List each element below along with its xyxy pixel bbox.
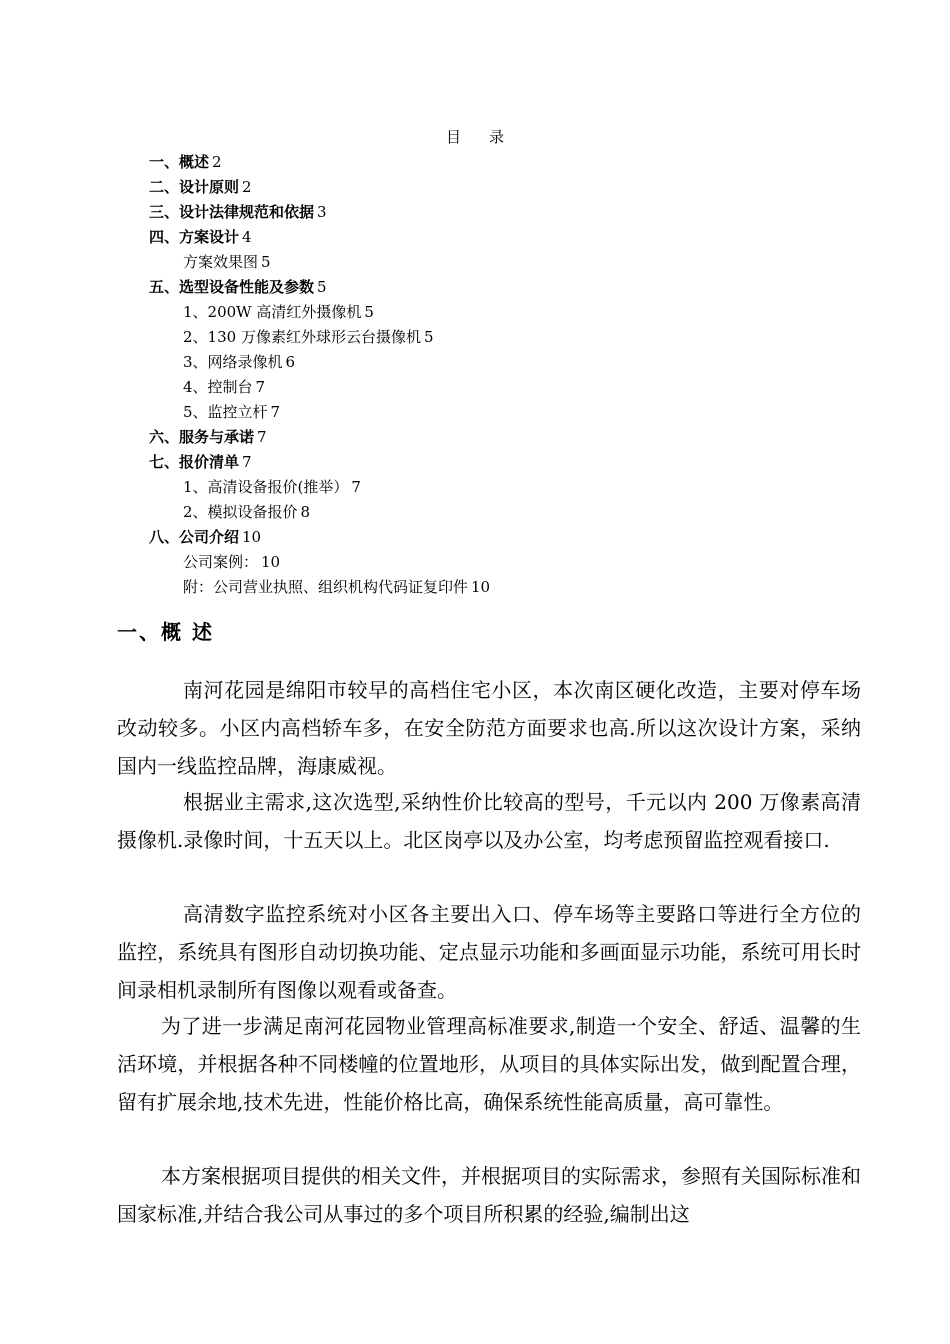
body-paragraph: 为了进一步满足南河花园物业管理高标准要求,制造一个安全、舒适、温馨的生活环境，并根据各种不同楼幢的位置地形，从项目的具体实际出发，做到配置合理，留有扩展余地,技术先进，性能价格比高，确保系统性能高质量，高可靠性。 (117, 1014, 861, 1114)
toc-item-label: 1、高清设备报价(推举） (183, 478, 349, 496)
toc-item-page: 6 (285, 353, 296, 371)
toc-item-page: 7 (351, 478, 361, 496)
toc-item-page: 7 (255, 378, 266, 396)
toc-item[interactable] (149, 425, 267, 450)
body-paragraph: 高清数字监控系统对小区各主要出入口、停车场等主要路口等进行全方位的监控，系统具有图形自动切换功能、定点显示功能和多画面显示功能，系统可用长时间录相机录制所有图像以观看或备查。 (117, 902, 861, 1002)
toc-item-page: 8 (300, 503, 311, 521)
toc-subitem[interactable] (183, 550, 280, 575)
toc-subitem[interactable] (183, 300, 374, 325)
toc-item-label: 一、概述 (149, 153, 210, 171)
toc-item-label: 公司案例： (183, 553, 259, 571)
toc-item-label: 八、公司介绍 (149, 528, 240, 546)
toc-item[interactable] (149, 525, 261, 550)
body-paragraph: 南河花园是绵阳市较早的高档住宅小区，本次南区硬化改造，主要对停车场改动较多。小区内高档轿车多，在安全防范方面要求也高.所以这次设计方案，采纳国内一线监控品牌，海康威视。 (117, 678, 861, 778)
toc-item-label: 5、监控立杆 (183, 403, 268, 421)
toc-item-page: 2 (212, 153, 222, 171)
toc-item-label: 4、控制台 (183, 378, 253, 396)
toc-item[interactable] (149, 225, 252, 250)
toc-title-char-2: 录 (489, 128, 505, 146)
toc-subitem[interactable] (183, 350, 295, 375)
toc-item-label: 六、服务与承诺 (149, 428, 255, 446)
toc-item-page: 5 (317, 278, 327, 296)
toc-item-page: 7 (257, 428, 267, 446)
toc-item-page: 10 (261, 553, 281, 571)
toc-title (0, 126, 950, 147)
toc-item[interactable] (149, 200, 327, 225)
toc-item-page: 2 (242, 178, 252, 196)
toc-item-label: 2、130 万像素红外球形云台摄像机 (183, 328, 421, 346)
toc-subitem[interactable] (183, 475, 361, 500)
toc-item-label: 2、模拟设备报价 (183, 503, 298, 521)
toc-subitem[interactable] (183, 575, 490, 600)
toc-item-page: 7 (270, 403, 281, 421)
toc-subitem[interactable] (183, 500, 310, 525)
toc-item[interactable] (149, 275, 327, 300)
toc-item[interactable] (149, 450, 252, 475)
toc-subitem[interactable] (183, 325, 434, 350)
toc-item-label: 五、选型设备性能及参数 (149, 278, 315, 296)
body-paragraph: 本方案根据项目提供的相关文件，并根据项目的实际需求，参照有关国际标准和国家标准,并结合我公司从事过的多个项目所积累的经验,编制出这 (117, 1164, 861, 1226)
toc-item-label: 1、200W 高清红外摄像机 (183, 303, 362, 321)
toc-item-page: 4 (242, 228, 252, 246)
toc-subitem[interactable] (183, 375, 265, 400)
toc-title-char-1: 目 (445, 128, 461, 146)
toc-item-label: 二、设计原则 (149, 178, 240, 196)
toc-item-label: 三、设计法律规范和依据 (149, 203, 315, 221)
toc-item-page: 10 (242, 528, 262, 546)
toc-item-page: 10 (471, 578, 491, 596)
toc-item-label: 七、报价清单 (149, 453, 240, 471)
toc-item-page: 5 (261, 253, 271, 271)
toc-item[interactable] (149, 175, 252, 200)
toc-item-page: 5 (364, 303, 374, 321)
toc-item-label: 附：公司营业执照、组织机构代码证复印件 (183, 578, 469, 596)
toc-item-label: 方案效果图 (183, 253, 259, 271)
section-heading: 一、概 述 (117, 620, 214, 644)
body-paragraph: 根据业主需求,这次选型,采纳性价比较高的型号，千元以内 200 万像素高清摄像机.录像时间，十五天以上。北区岗亭以及办公室，均考虑预留监控观看接口. (117, 790, 861, 852)
toc-item-page: 7 (242, 453, 252, 471)
toc-item-label: 3、网络录像机 (183, 353, 283, 371)
toc-item-page: 3 (317, 203, 327, 221)
toc-item-page: 5 (423, 328, 434, 346)
toc-subitem[interactable] (183, 250, 271, 275)
toc-item[interactable] (149, 150, 222, 175)
toc-subitem[interactable] (183, 400, 280, 425)
toc-item-label: 四、方案设计 (149, 228, 240, 246)
